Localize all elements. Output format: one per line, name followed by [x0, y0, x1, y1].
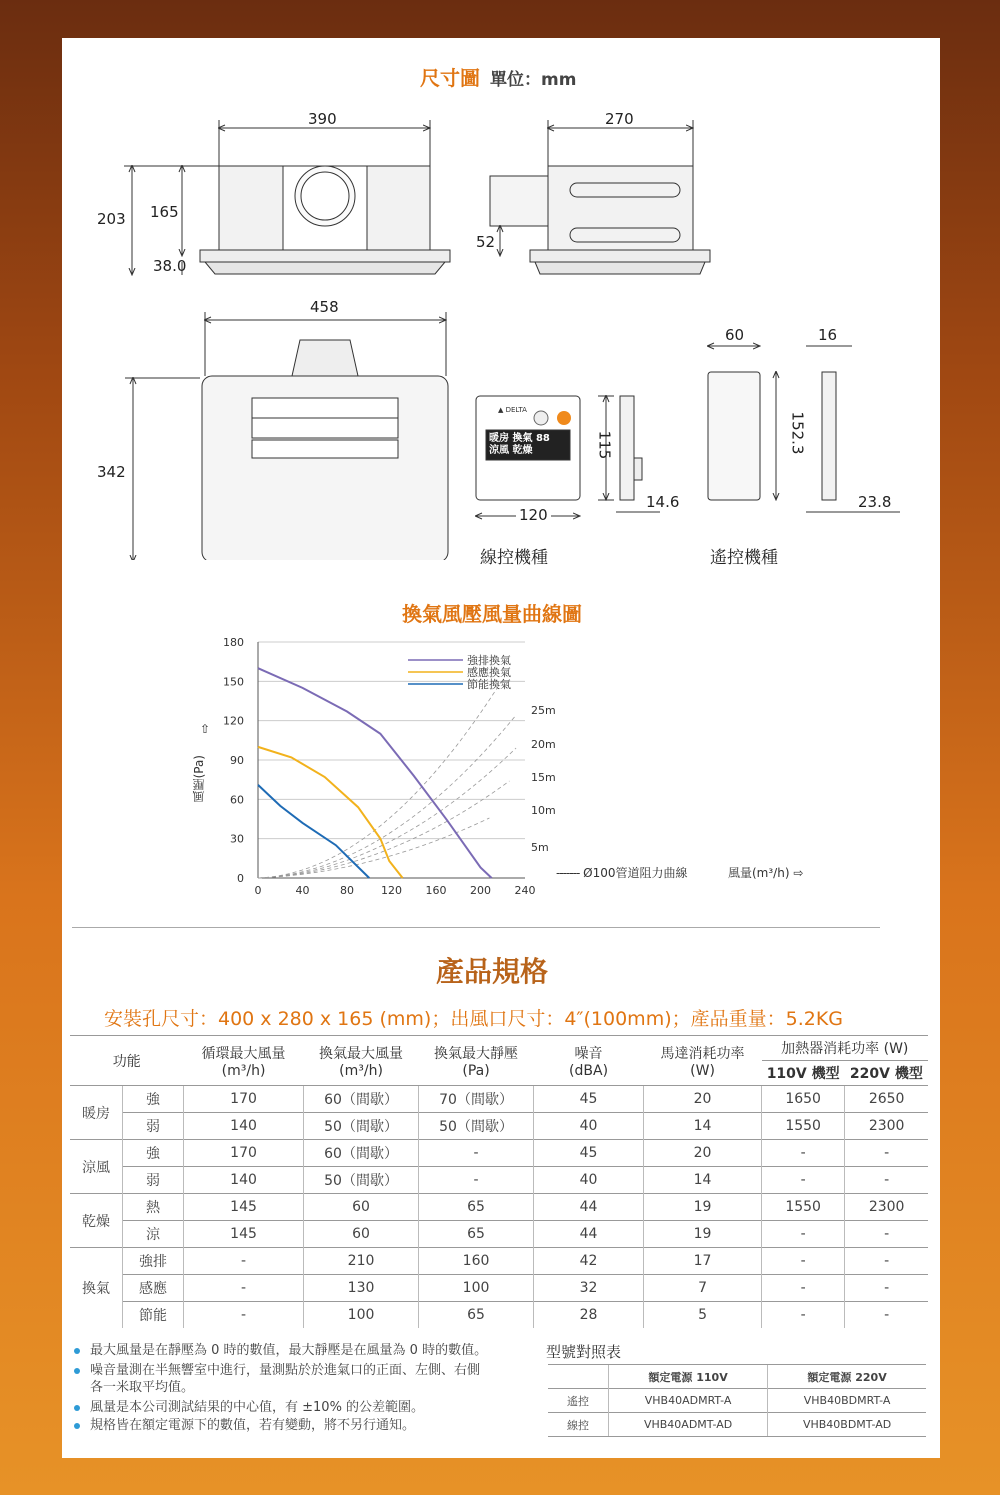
- dim-14.6: 14.6: [646, 493, 680, 511]
- spec-cell: 170: [184, 1140, 304, 1167]
- spec-mode: 涼: [123, 1221, 184, 1248]
- spec-cell: 14: [644, 1113, 762, 1140]
- x-tick-label: 120: [381, 884, 402, 897]
- spec-mode: 熱: [123, 1194, 184, 1221]
- spec-row: [70, 1167, 928, 1194]
- spec-row: [70, 1302, 928, 1329]
- spec-cell: 17: [644, 1248, 762, 1275]
- dim-390: 390: [308, 110, 337, 128]
- spec-cell: -: [762, 1275, 845, 1302]
- spec-cell: -: [845, 1302, 928, 1329]
- bullet-icon: [74, 1423, 80, 1429]
- model-row: [548, 1389, 926, 1413]
- spec-cell: 160: [419, 1248, 534, 1275]
- spec-cell: 5: [644, 1302, 762, 1329]
- spec-cell: -: [845, 1167, 928, 1194]
- spec-mode: 強: [123, 1086, 184, 1113]
- spec-cell: 65: [419, 1221, 534, 1248]
- spec-cell: 145: [184, 1221, 304, 1248]
- spec-cell: 60（間歇）: [304, 1086, 419, 1113]
- spec-cell: -: [845, 1275, 928, 1302]
- header-heater: 加熱器消耗功率 (W): [762, 1036, 928, 1061]
- dim-60: 60: [725, 326, 745, 344]
- spec-cell: -: [762, 1248, 845, 1275]
- spec-cell: 100: [419, 1275, 534, 1302]
- note-item: 風量是本公司測試結果的中心值，有 ±10% 的公差範圍。: [74, 1400, 424, 1416]
- spec-cell: 145: [184, 1194, 304, 1221]
- dim-38: 38.0: [153, 257, 187, 275]
- spec-cell: 60: [304, 1221, 419, 1248]
- spec-cell: 65: [419, 1302, 534, 1329]
- spec-mode: 強排: [123, 1248, 184, 1275]
- spec-cell: -: [762, 1140, 845, 1167]
- model-type: 線控: [548, 1413, 609, 1437]
- x-axis-arrow-icon: ⇨: [793, 866, 804, 880]
- bullet-icon: [74, 1348, 80, 1354]
- note-item: 規格皆在額定電源下的數值，若有變動，將不另行通知。: [74, 1418, 415, 1434]
- pipe-curve-label: 10m: [531, 804, 556, 817]
- bullet-icon: [74, 1405, 80, 1411]
- y-tick-label: 60: [230, 793, 244, 807]
- dimension-unit: 單位：mm: [490, 70, 577, 90]
- spec-row: [70, 1221, 928, 1248]
- spec-cell: 1550: [762, 1113, 845, 1140]
- spec-cell: 60（間歇）: [304, 1140, 419, 1167]
- y-tick-label: 30: [230, 832, 244, 846]
- x-tick-label: 160: [425, 884, 447, 897]
- spec-cell: 65: [419, 1194, 534, 1221]
- series-line: [258, 747, 403, 878]
- spec-header-row: [70, 1036, 928, 1061]
- spec-cell: 140: [184, 1167, 304, 1194]
- spec-group-name: 暖房: [70, 1086, 123, 1140]
- y-tick-label: 0: [237, 872, 244, 885]
- spec-row: [70, 1194, 928, 1221]
- svg-text:▲ DELTA: ▲ DELTA: [498, 406, 527, 414]
- dim-52: 52: [476, 233, 496, 251]
- spec-row: [70, 1275, 928, 1302]
- spec-cell: 42: [534, 1248, 644, 1275]
- legend-label: 節能換氣: [467, 678, 511, 691]
- x-tick-label: 240: [514, 884, 536, 897]
- spec-cell: 19: [644, 1194, 762, 1221]
- y-axis-label: 風壓(Pa): [192, 755, 206, 803]
- spec-cell: -: [845, 1221, 928, 1248]
- spec-cell: -: [762, 1302, 845, 1329]
- dim-152.3: 152.3: [788, 411, 807, 455]
- remote-model-label: 遙控機種: [710, 548, 778, 568]
- dim-165: 165: [150, 203, 179, 221]
- x-tick-label: 0: [254, 884, 262, 897]
- dim-342: 342: [97, 463, 126, 481]
- dim-458: 458: [310, 298, 339, 316]
- spec-cell: 20: [644, 1086, 762, 1113]
- spec-cell: 100: [304, 1302, 419, 1329]
- y-tick-label: 90: [230, 754, 244, 767]
- header-press: 換氣最大靜壓 (Pa): [419, 1036, 534, 1086]
- pipe-curve-label: 15m: [531, 771, 556, 784]
- spec-cell: 140: [184, 1113, 304, 1140]
- model-number: VHB40ADMT-AD: [609, 1413, 768, 1437]
- spec-cell: 50（間歇）: [304, 1167, 419, 1194]
- spec-cell: 45: [534, 1140, 644, 1167]
- spec-cell: -: [419, 1140, 534, 1167]
- model-number: VHB40BDMRT-A: [768, 1389, 926, 1413]
- spec-cell: -: [845, 1248, 928, 1275]
- curve-title: 換氣風壓風量曲線圖: [402, 602, 582, 626]
- spec-cell: 2300: [845, 1113, 928, 1140]
- note-item: 噪音量測在半無響室中進行，量測點於於進氣口的正面、左側、右側: [74, 1363, 480, 1379]
- pipe-curve-label: 25m: [531, 704, 556, 717]
- spec-cell: -: [184, 1275, 304, 1302]
- header-110v: 110V 機型: [762, 1061, 845, 1086]
- spec-cell: 2300: [845, 1194, 928, 1221]
- spec-group-name: 換氣: [70, 1248, 123, 1329]
- spec-cell: 50（間歇）: [419, 1113, 534, 1140]
- spec-mode: 弱: [123, 1113, 184, 1140]
- pipe-legend: ------- Ø100管道阻力曲線: [556, 866, 688, 880]
- series-line: [258, 668, 492, 878]
- header-noise: 噪音 (dBA): [534, 1036, 644, 1086]
- x-axis-label: 風量(m³/h) ⇨: [728, 866, 804, 880]
- dim-270: 270: [605, 110, 634, 128]
- spec-cell: 45: [534, 1086, 644, 1113]
- spec-row: [70, 1113, 928, 1140]
- dimension-drawing: [0, 0, 1000, 560]
- spec-cell: 130: [304, 1275, 419, 1302]
- spec-cell: 14: [644, 1167, 762, 1194]
- header-220v: 220V 機型: [845, 1061, 928, 1086]
- spec-cell: 60: [304, 1194, 419, 1221]
- pipe-curve-label: 20m: [531, 738, 556, 751]
- legend-label: 強排換氣: [467, 654, 511, 667]
- spec-cell: 40: [534, 1113, 644, 1140]
- model-table-title: 型號對照表: [546, 1343, 622, 1361]
- pipe-curve-label: 5m: [531, 841, 549, 854]
- x-tick-label: 40: [295, 884, 310, 897]
- spec-cell: 19: [644, 1221, 762, 1248]
- spec-cell: 32: [534, 1275, 644, 1302]
- spec-cell: -: [419, 1167, 534, 1194]
- note-item: 最大風量是在靜壓為 0 時的數值，最大靜壓是在風量為 0 時的數值。: [74, 1343, 487, 1359]
- spec-cell: 210: [304, 1248, 419, 1275]
- dim-203: 203: [97, 210, 126, 228]
- y-axis-arrow-icon: ⇧: [200, 722, 211, 736]
- spec-cell: 2650: [845, 1086, 928, 1113]
- spec-mode: 節能: [123, 1302, 184, 1329]
- header-circ: 循環最大風量 (m³/h): [184, 1036, 304, 1086]
- dim-16: 16: [818, 326, 838, 344]
- spec-cell: 70（間歇）: [419, 1086, 534, 1113]
- spec-cell: 170: [184, 1086, 304, 1113]
- spec-cell: -: [184, 1248, 304, 1275]
- legend-label: 感應換氣: [467, 666, 511, 679]
- spec-group-name: 乾燥: [70, 1194, 123, 1248]
- spec-cell: 28: [534, 1302, 644, 1329]
- wired-model-label: 線控機種: [480, 548, 548, 568]
- spec-cell: 40: [534, 1167, 644, 1194]
- section-divider: [72, 927, 880, 928]
- model-col-220: 額定電源 220V: [768, 1365, 926, 1389]
- header-motor: 馬達消耗功率 (W): [644, 1036, 762, 1086]
- y-tick-label: 150: [223, 675, 244, 689]
- pressure-flow-chart: [180, 630, 560, 900]
- wired-panel-display: 暖房 換氣 88 涼風 乾燥: [489, 433, 550, 456]
- model-table: [548, 1364, 926, 1437]
- spec-cell: 20: [644, 1140, 762, 1167]
- x-tick-label: 200: [470, 884, 491, 897]
- spec-summary: 安裝孔尺寸：400 x 280 x 165 (mm)；出風口尺寸：4″(100mm)；產品重量：5.2KG: [104, 1008, 844, 1030]
- spec-cell: -: [184, 1302, 304, 1329]
- model-number: VHB40BDMT-AD: [768, 1413, 926, 1437]
- spec-table: [70, 1035, 928, 1328]
- spec-cell: 50（間歇）: [304, 1113, 419, 1140]
- spec-title: 產品規格: [436, 955, 549, 988]
- spec-mode: 強: [123, 1140, 184, 1167]
- dim-115: 115: [595, 430, 614, 460]
- pipe-resistance-curve: [258, 681, 502, 878]
- dim-23.8: 23.8: [858, 493, 892, 511]
- note-item: 各一米取平均值。: [90, 1380, 195, 1395]
- spec-row: [70, 1086, 928, 1113]
- spec-cell: 44: [534, 1194, 644, 1221]
- spec-group-name: 涼風: [70, 1140, 123, 1194]
- spec-cell: 1550: [762, 1194, 845, 1221]
- model-col-110: 額定電源 110V: [609, 1365, 768, 1389]
- pipe-resistance-curve: [258, 748, 516, 878]
- dim-120: 120: [516, 506, 551, 524]
- x-tick-label: 80: [340, 884, 354, 897]
- spec-mode: 弱: [123, 1167, 184, 1194]
- header-func: 功能: [70, 1036, 184, 1086]
- model-number: VHB40ADMRT-A: [609, 1389, 768, 1413]
- model-type: 遙控: [548, 1389, 609, 1413]
- spec-row: [70, 1248, 928, 1275]
- spec-mode: 感應: [123, 1275, 184, 1302]
- model-row: [548, 1413, 926, 1437]
- y-tick-label: 120: [223, 714, 244, 728]
- bullet-icon: [74, 1368, 80, 1374]
- spec-cell: 1650: [762, 1086, 845, 1113]
- y-tick-label: 180: [223, 636, 244, 649]
- spec-row: [70, 1140, 928, 1167]
- pipe-resistance-curve: [258, 818, 489, 878]
- spec-cell: -: [762, 1221, 845, 1248]
- spec-cell: 7: [644, 1275, 762, 1302]
- spec-cell: 44: [534, 1221, 644, 1248]
- header-vent: 換氣最大風量 (m³/h): [304, 1036, 419, 1086]
- spec-cell: -: [845, 1140, 928, 1167]
- spec-cell: -: [762, 1167, 845, 1194]
- dimension-title: 尺寸圖: [420, 66, 480, 90]
- pipe-resistance-curve: [258, 781, 509, 878]
